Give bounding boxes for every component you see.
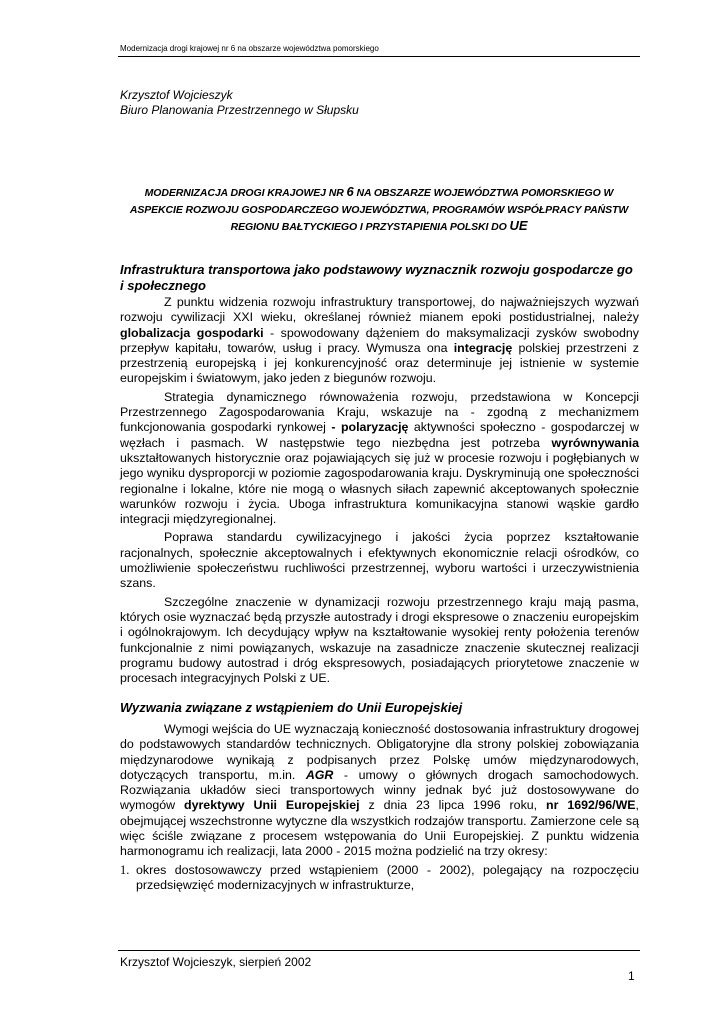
title-part-2: NA OBSZARZE WOJEWÓDZTWA POMORSKIEGO W ASPEKCIE ROZWOJU GOSPODARCZEGO WOJEWÓDZTWA, PROGRAMÓW WSPÓŁPRACY PAŃSTW REGIONU BAŁTYCKIEGO I PRZYSTAPIENIA POLSKI DO	[129, 187, 629, 233]
list-item	[120, 863, 639, 894]
period-list	[120, 863, 639, 894]
title-ue: UE	[509, 218, 528, 233]
author-name: Krzysztof Wojcieszyk	[120, 88, 233, 102]
header-divider	[118, 56, 640, 57]
list-item-text: okres dostosowawczy przed wstąpieniem (2000 - 2002), polegający na rozpoczęciu przedsięwzięć modernizacyjnych w infrastrukturze,	[136, 862, 639, 892]
running-header: Modernizacja drogi krajowej nr 6 na obszarze województwa pomorskiego	[120, 44, 379, 53]
section1-paragraph-3: Poprawa standardu cywilizacyjnego i jakości życia poprzez kształtowanie racjonalnych, społecznie akceptowalnych i efektywnych ekonomicznie relacji ośrodków, co umożliwienie społeczeństwu ruchliwości przestrzennej, wyboru wartości i urzeczywistnienia szans.	[120, 530, 639, 591]
section-heading-2: Wyzwania związane z wstąpieniem do Unii Europejskiej	[120, 700, 463, 716]
list-item-number: 1.	[120, 862, 130, 877]
footer-divider	[118, 950, 640, 951]
author-block	[120, 88, 359, 118]
section1-paragraph-1: Z punktu widzenia rozwoju infrastruktury transportowej, do najważniejszych wyzwań rozwoju cywilizacji XXI wieku, określanej również mianem epoki postidustrialnej, należy globalizacja gospodarki - spowodowany dążeniem do maksymalizacji zysków swobodny przepływ kapitału, towarów, usług i pracy. Wymusza ona integrację polskiej przestrzeni z przestrzenią europejską i jej konkurencyjność oraz determinuje jej istnienie w systemie europejskim i światowym, jako jeden z biegunów rozwoju.	[120, 295, 639, 386]
document-title	[118, 184, 640, 236]
author-affiliation: Biuro Planowania Przestrzennego w Słupsku	[120, 103, 359, 117]
section1-paragraph-4: Szczególne znaczenie w dynamizacji rozwoju przestrzennego kraju mają pasma, których osie wyznaczać będą przyszłe autostrady i drogi ekspresowe o znaczeniu europejskim i ogólnokrajowym. Ich decydujący wpływ na kształtowanie wysokiej renty położenia terenów funkcjonalnie z nimi powiązanych, wskazuje na zasadnicze znaczenie skutecznej realizacji programu budowy autostrad i dróg ekspresowych, posiadających priorytetowe znaczenie w procesach integracyjnych Polski z UE.	[120, 594, 639, 686]
document-body	[120, 262, 639, 893]
section1-paragraph-2: Strategia dynamicznego równoważenia rozwoju, przedstawiona w Koncepcji Przestrzennego Zagospodarowania Kraju, wskazuje na - zgodną z mechanizmem funkcjonowania gospodarki rynkowej - polaryzację aktywności społeczno - gospodarczej w węzłach i pasmach. W następstwie tego niezbędna jest potrzeba wyrównywania ukształtowanych historycznie oraz pojawiających się już w procesie rozwoju i pogłębianych w jego wyniku dysproporcji w poziomie zagospodarowania kraju. Dyskryminują one społeczności regionalne i lokalne, które nie mogą o własnych siłach zapewnić akceptowanych społecznie warunków rozwoju i życia. Uboga infrastruktura komunikacyjna stanowi wąskie gardło integracji międzyregionalnej.	[120, 389, 639, 527]
title-road-number: 6	[346, 184, 354, 199]
section-heading-1: Infrastruktura transportowa jako podstawowy wyznacznik rozwoju gospodarcze go i społecznego	[120, 262, 633, 293]
footer-author-date: Krzysztof Wojcieszyk, sierpień 2002	[120, 955, 312, 969]
title-part-1: MODERNIZACJA DROGI KRAJOWEJ NR	[144, 187, 347, 199]
section2-paragraph-1: Wymogi wejścia do UE wyznaczają konieczność dostosowania infrastruktury drogowej do podstawowych standardów technicznych. Obligatoryjne dla strony polskiej zobowiązania międzynarodowe wynikają z podpisanych przez Polskę umów międzynarodowych, dotyczących transportu, m.in. AGR - umowy o głównych drogach samochodowych. Rozwiązania układów sieci transportowych winny jednak być już dostosowywane do wymogów dyrektywy Unii Europejskiej z dnia 23 lipca 1996 roku, nr 1692/96/WE, obejmującej wszechstronne wytyczne dla wszystkich rodzajów transportu. Zamierzone cele są więc ściśle związane z procesem wstępowania do Unii Europejskiej. Z punktu widzenia harmonogramu ich realizacji, lata 2000 - 2015 można podzielić na trzy okresy:	[120, 721, 639, 859]
page-number: 1	[628, 969, 635, 983]
